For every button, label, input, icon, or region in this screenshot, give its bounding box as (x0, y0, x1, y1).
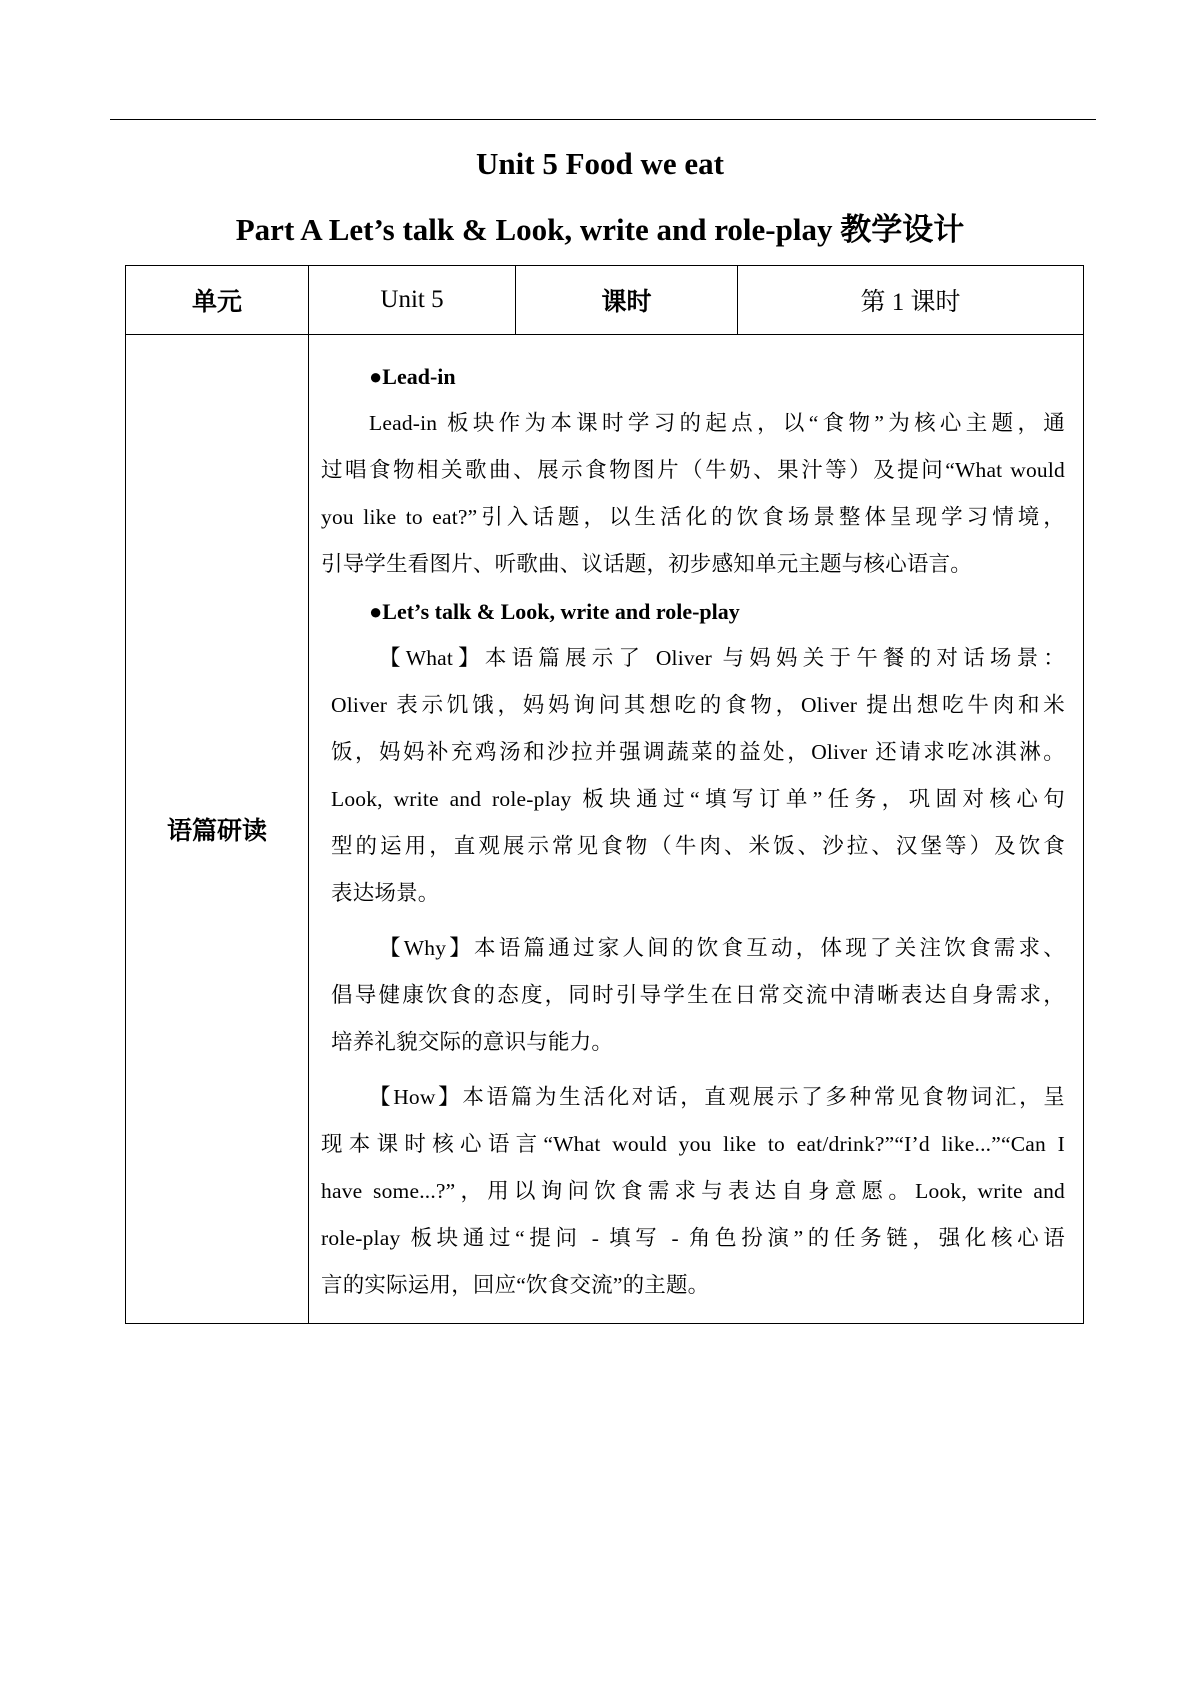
what-line: 表达场景。 (331, 881, 440, 905)
table-row (126, 266, 1084, 335)
why-line: 倡导健康饮食的态度，同时引导学生在日常交流中清晰表达自身需求， (331, 983, 1065, 1007)
how-line: 现本课时核心语言“What would you like to eat/drink?”“I’d like...”“Can I (321, 1132, 1065, 1156)
how-line: role-play 板块通过“提问 - 填写 - 角色扮演”的任务链，强化核心语 (321, 1226, 1065, 1250)
header-rule (110, 119, 1096, 120)
why-line: 培养礼貌交际的意识与能力。 (331, 1030, 614, 1054)
document-title: Unit 5 Food we eat (476, 146, 724, 181)
talk-heading: ●Let’s talk & Look, write and role-play (369, 599, 740, 624)
how-line: have some...?”，用以询问饮食需求与表达自身意愿。Look, write and (321, 1179, 1065, 1203)
what-line: Oliver 表示饥饿，妈妈询问其想吃的食物，Oliver 提出想吃牛肉和米 (331, 693, 1065, 717)
what-line: Look, write and role-play 板块通过“填写订单”任务，巩固对核心句 (331, 787, 1065, 811)
paragraph-line: 过唱食物相关歌曲、展示食物图片（牛奶、果汁等）及提问“What would (321, 458, 1065, 482)
unit-label-cell: 单元 (126, 266, 309, 335)
how-line: 言的实际运用，回应“饮食交流”的主题。 (321, 1273, 710, 1297)
table-row (126, 335, 1084, 1324)
lesson-table (125, 265, 1084, 1324)
how-line: 【How】本语篇为生活化对话，直观展示了多种常见食物词汇，呈 (369, 1085, 1065, 1109)
period-value-cell: 第 1 课时 (738, 266, 1084, 335)
paragraph-line: you like to eat?”引入话题，以生活化的饮食场景整体呈现学习情境， (321, 505, 1065, 529)
paragraph-line: 引导学生看图片、听歌曲、议话题，初步感知单元主题与核心语言。 (321, 552, 973, 576)
what-line: 【What】本语篇展示了 Oliver 与妈妈关于午餐的对话场景： (379, 646, 1065, 670)
paragraph-line: Lead-in 板块作为本课时学习的起点，以“食物”为核心主题，通 (369, 411, 1065, 435)
period-label-cell: 课时 (516, 266, 738, 335)
document-subtitle: Part A Let’s talk & Look, write and role-play 教学设计 (235, 212, 965, 247)
unit-value-cell: Unit 5 (309, 266, 516, 335)
text-study-content-cell (309, 335, 1084, 1324)
what-line: 饭，妈妈补充鸡汤和沙拉并强调蔬菜的益处，Oliver 还请求吃冰淇淋。 (331, 740, 1065, 764)
leadin-heading: ●Lead-in (369, 364, 456, 389)
what-line: 型的运用，直观展示常见食物（牛肉、米饭、沙拉、汉堡等）及饮食 (331, 834, 1065, 858)
text-study-label-cell: 语篇研读 (126, 335, 309, 1324)
why-line: 【Why】本语篇通过家人间的饮食互动，体现了关注饮食需求、 (379, 936, 1065, 960)
